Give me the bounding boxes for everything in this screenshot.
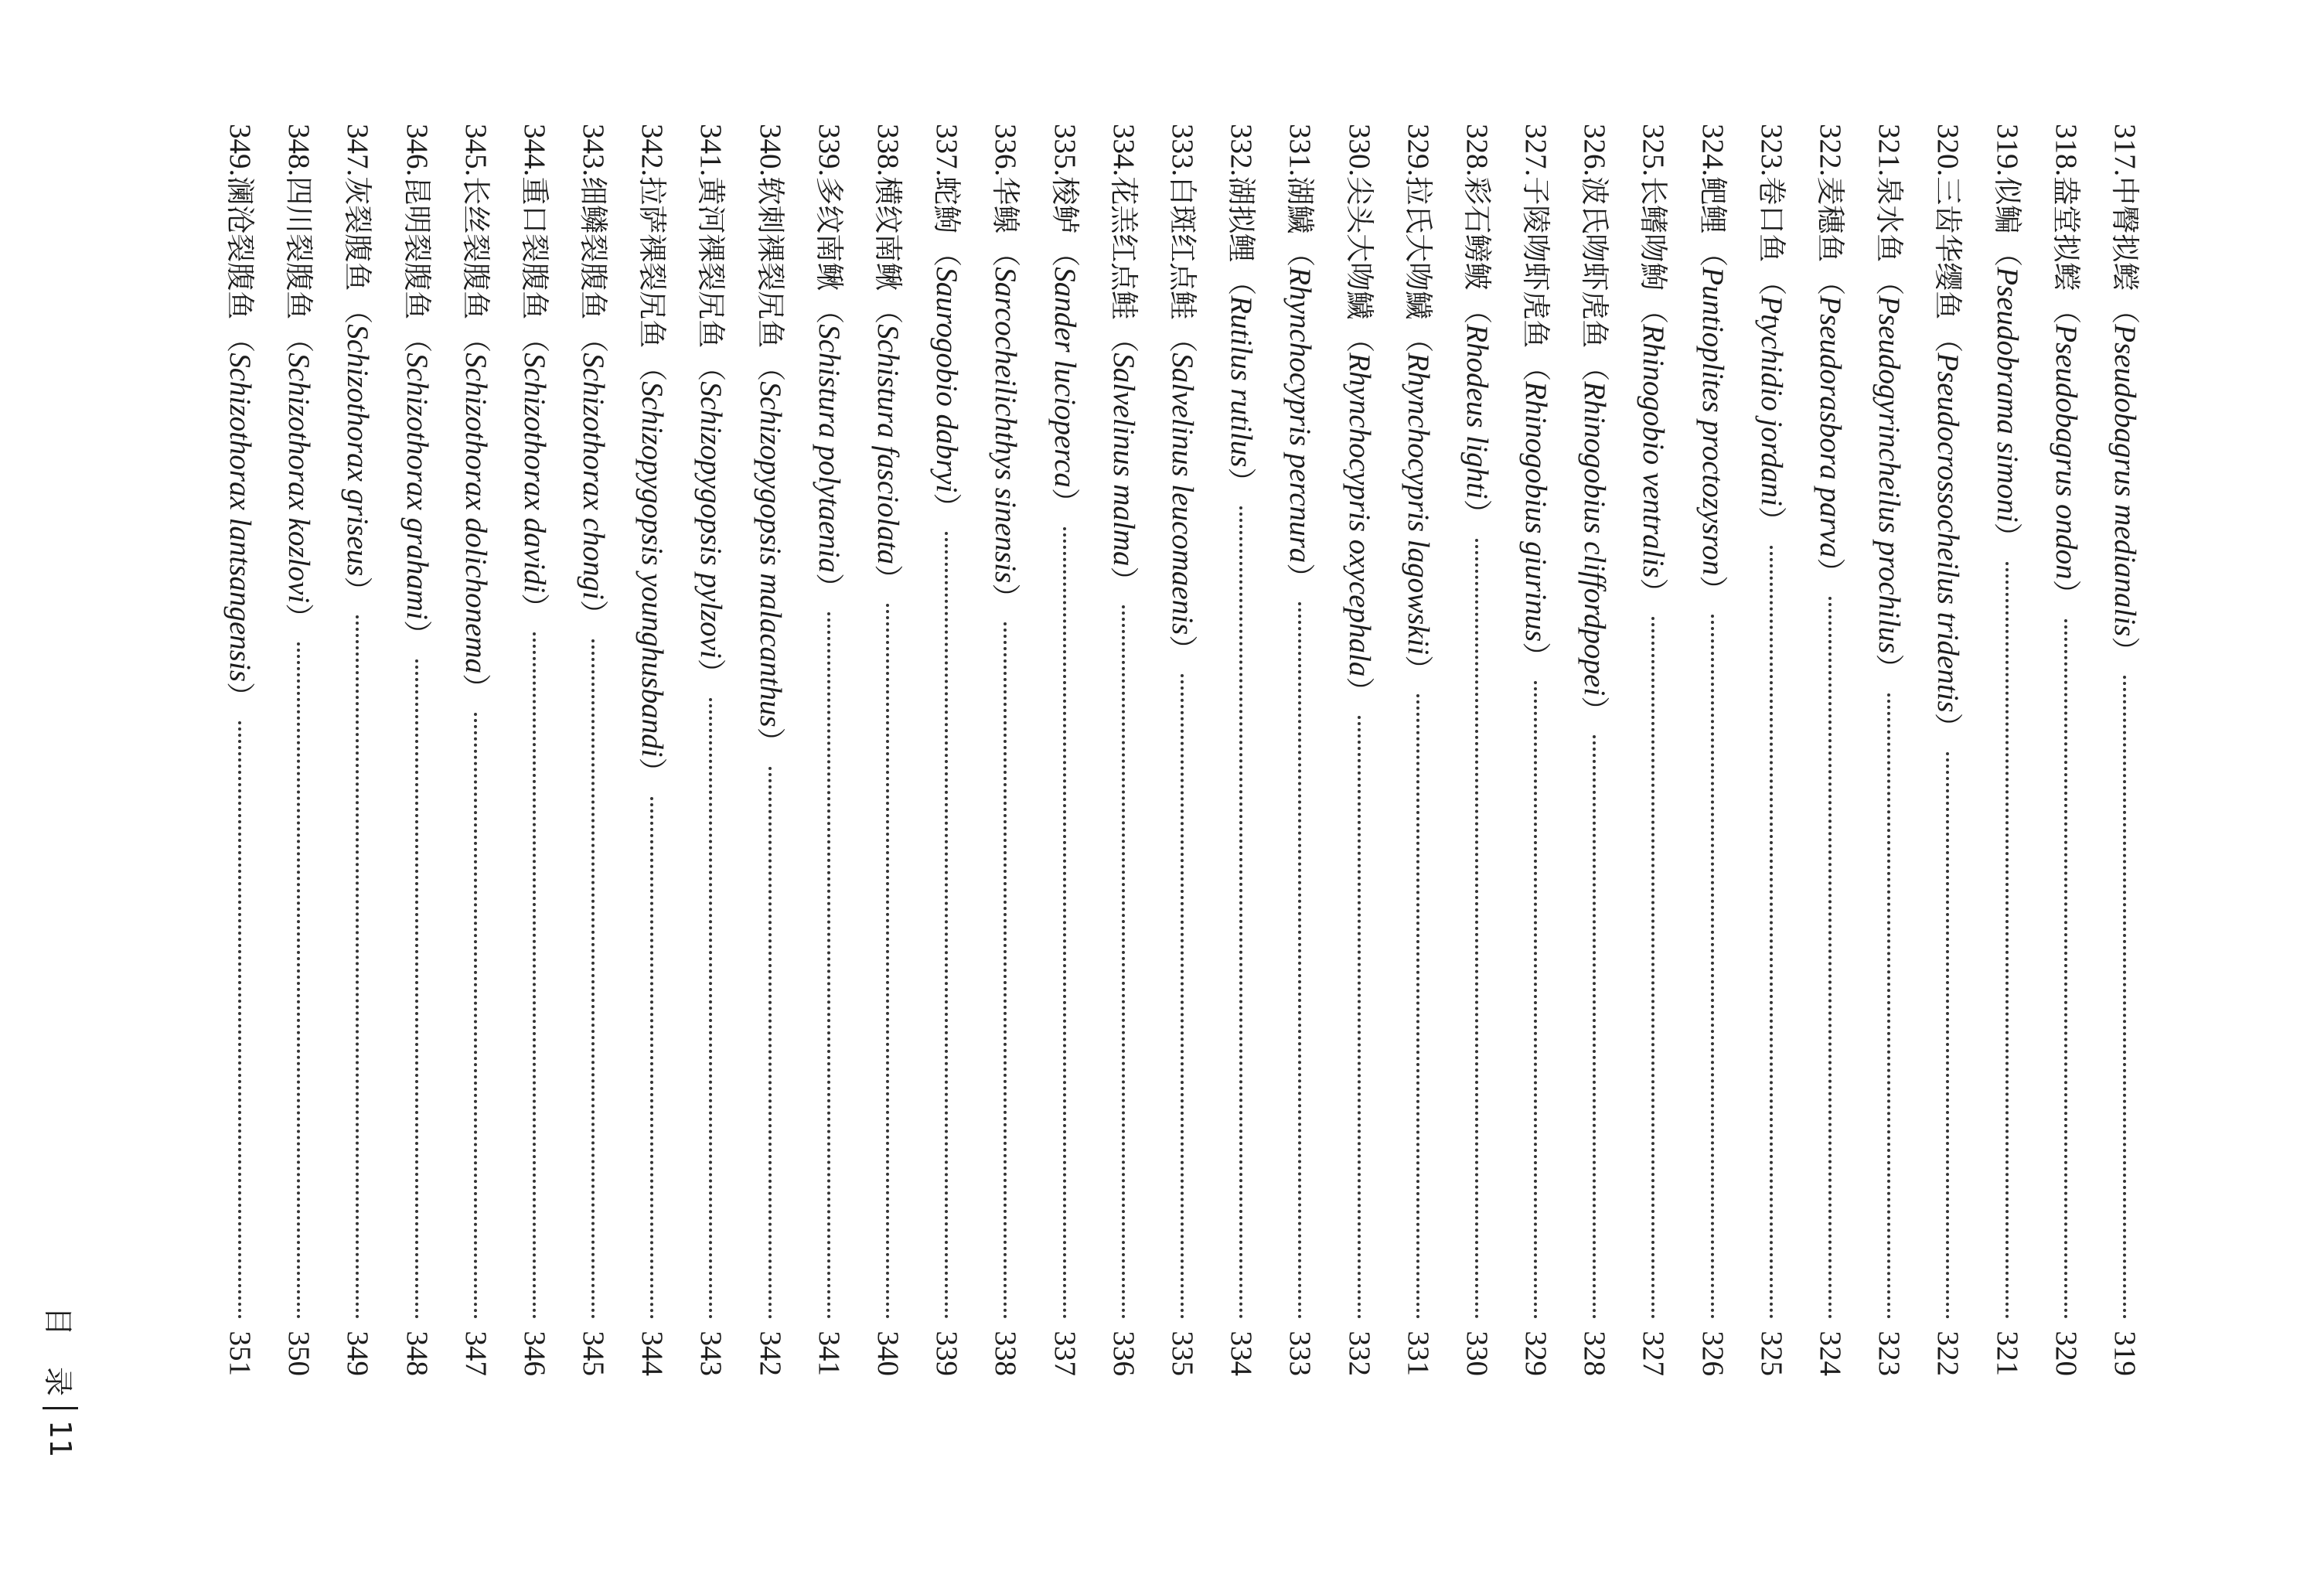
toc-entry-page: 339 <box>930 1330 964 1376</box>
toc-entry-number: 326. <box>1578 124 1612 177</box>
toc-entry-chinese-name: 彩石鳑鲏 <box>1460 176 1494 291</box>
toc-entry[interactable] <box>799 124 858 1376</box>
toc-entry-number: 334. <box>1106 124 1140 177</box>
dot-leader <box>1946 752 1949 1319</box>
open-paren: （ <box>1283 238 1317 267</box>
close-paren: ） <box>1695 575 1729 605</box>
toc-entry-chinese-name: 泉水鱼 <box>1872 176 1907 263</box>
toc-entry-chinese-name: 盎堂拟鲿 <box>2049 176 2083 291</box>
toc-entry-page: 334 <box>1225 1330 1259 1376</box>
close-paren: ） <box>1872 653 1907 683</box>
toc-entry-page: 330 <box>1460 1330 1494 1376</box>
dot-leader <box>415 659 418 1319</box>
close-paren: ） <box>2108 636 2142 666</box>
toc-entry-number: 319. <box>1990 124 2024 177</box>
dot-leader <box>2005 562 2009 1319</box>
open-paren: （ <box>812 295 846 325</box>
open-paren: （ <box>1814 267 1848 296</box>
toc-entry-latin-name: Pseudocrossocheilus tridentis <box>1931 353 1965 713</box>
toc-entry-number: 324. <box>1695 124 1729 177</box>
toc-entry-page: 319 <box>2108 1330 2142 1376</box>
toc-entry-page: 345 <box>577 1330 611 1376</box>
close-paren: ） <box>1225 467 1259 496</box>
open-paren: （ <box>1048 238 1082 267</box>
close-paren: ） <box>1578 696 1612 725</box>
toc-entry[interactable] <box>1447 124 1506 1376</box>
toc-entry[interactable] <box>328 124 387 1376</box>
toc-entry-number: 322. <box>1814 124 1848 177</box>
dot-leader <box>1004 622 1007 1319</box>
open-paren: （ <box>1578 353 1612 382</box>
toc-entry-latin-name: Ptychidio jordani <box>1754 295 1788 506</box>
toc-entry-number: 346. <box>400 124 434 177</box>
toc-entry-latin-name: Pseudobrama simoni <box>1990 267 2024 523</box>
toc-entry-latin-name: Schizothorax kozlovi <box>282 353 316 604</box>
dot-leader <box>474 713 477 1319</box>
toc-entry-latin-name: Schizopygopsis malacanthus <box>753 381 787 727</box>
toc-entry[interactable] <box>210 124 269 1376</box>
toc-entry-chinese-name: 似鳊 <box>1990 176 2024 234</box>
toc-entry-latin-name: Rhinogobius giurinus <box>1519 381 1553 642</box>
dot-leader <box>1122 605 1125 1319</box>
dot-leader <box>1358 716 1361 1319</box>
open-paren: （ <box>1166 324 1199 353</box>
toc-entry-number: 344. <box>517 124 551 177</box>
toc-entry-number: 349. <box>223 124 257 177</box>
toc-entry-latin-name: Rhodeus lighti <box>1460 324 1494 499</box>
toc-entry-page: 348 <box>400 1330 434 1376</box>
dot-leader <box>1475 539 1478 1319</box>
toc-entry-latin-name: Salvelinus malma <box>1106 353 1140 567</box>
toc-entry-number: 347. <box>341 124 375 177</box>
toc-entry-chinese-name: 澜沧裂腹鱼 <box>223 176 257 320</box>
open-paren: （ <box>2108 295 2142 325</box>
close-paren: ） <box>517 593 551 622</box>
dot-leader <box>2064 619 2067 1319</box>
toc-entry-chinese-name: 软刺裸裂尻鱼 <box>753 176 787 349</box>
footer-divider <box>43 1407 79 1409</box>
toc-entry[interactable] <box>681 124 740 1376</box>
toc-entry-chinese-name: 蛇鮈 <box>930 176 964 234</box>
toc-entry-latin-name: Rhinogobius cliffordpopei <box>1578 381 1612 697</box>
open-paren: （ <box>1342 324 1376 353</box>
toc-entry[interactable] <box>1742 124 1801 1376</box>
toc-entry[interactable] <box>1506 124 1565 1376</box>
toc-entry-chinese-name: 黄河裸裂尻鱼 <box>694 176 728 349</box>
toc-entry-page: 340 <box>871 1330 905 1376</box>
toc-entry-latin-name: Schistura fasciolata <box>871 324 905 565</box>
open-paren: （ <box>1931 324 1965 353</box>
close-paren: ） <box>1519 642 1553 671</box>
footer-label-lu: 录 <box>41 1367 75 1397</box>
toc-entry-latin-name: Schizopygopsis pylzovi <box>694 381 728 659</box>
toc-entry-number: 327. <box>1519 124 1553 177</box>
toc-entry-number: 338. <box>871 124 905 177</box>
toc-entry-chinese-name: 中臀拟鲿 <box>2108 176 2142 291</box>
toc-entry[interactable] <box>858 124 917 1376</box>
toc-entry-chinese-name: 湖拟鲤 <box>1225 176 1259 263</box>
toc-entry-chinese-name: 湖鱥 <box>1283 176 1317 234</box>
toc-entry-chinese-name: 长丝裂腹鱼 <box>458 176 492 320</box>
close-paren: ） <box>2049 579 2083 608</box>
toc-entry-number: 340. <box>753 124 787 177</box>
toc-entry[interactable] <box>1153 124 1211 1376</box>
toc-entry-number: 329. <box>1401 124 1435 177</box>
close-paren: ） <box>871 564 905 594</box>
toc-entry-chinese-name: 鲃鲤 <box>1695 176 1729 234</box>
open-paren: （ <box>577 324 611 353</box>
toc-entry-chinese-name: 花羔红点鲑 <box>1106 176 1140 320</box>
toc-entry[interactable] <box>1389 124 1447 1376</box>
toc-entry-page: 321 <box>1990 1330 2024 1376</box>
dot-leader <box>650 797 653 1319</box>
close-paren: ） <box>694 658 728 687</box>
toc-entry[interactable] <box>564 124 622 1376</box>
open-paren: （ <box>1754 267 1788 296</box>
toc-entry-number: 336. <box>989 124 1023 177</box>
open-paren: （ <box>1990 238 2024 267</box>
toc-entry-chinese-name: 细鳞裂腹鱼 <box>577 176 611 320</box>
toc-entry-page: 342 <box>753 1330 787 1376</box>
toc-entry-latin-name: Pseudorasbora parva <box>1814 295 1848 558</box>
toc-entry[interactable] <box>1683 124 1742 1376</box>
open-paren: （ <box>1519 353 1553 382</box>
toc-entry-latin-name: Rutilus rutilus <box>1225 295 1259 468</box>
toc-entry-chinese-name: 灰裂腹鱼 <box>341 176 375 291</box>
toc-entry-chinese-name: 拉萨裸裂尻鱼 <box>636 176 670 349</box>
toc-entry-page: 349 <box>341 1330 375 1376</box>
toc-entry-chinese-name: 波氏吻虾虎鱼 <box>1578 176 1612 349</box>
toc-entry[interactable] <box>1211 124 1270 1376</box>
toc-entry-number: 328. <box>1460 124 1494 177</box>
toc-entry-page: 333 <box>1283 1330 1317 1376</box>
dot-leader <box>768 767 772 1319</box>
toc-entry[interactable] <box>741 124 799 1376</box>
toc-entry-latin-name: Schizopygopsis younghusbandi <box>636 381 670 758</box>
toc-entry-number: 317. <box>2108 124 2142 177</box>
dot-leader <box>1063 527 1066 1319</box>
toc-entry[interactable] <box>1329 124 1388 1376</box>
open-paren: （ <box>282 324 316 353</box>
toc-entry-chinese-name: 拉氏大吻鱥 <box>1401 176 1435 320</box>
close-paren: ） <box>458 673 492 703</box>
dot-leader <box>1770 546 1773 1319</box>
toc-entry-page: 326 <box>1695 1330 1729 1376</box>
toc-entry-latin-name: Sarcocheilichthys sinensis <box>989 267 1023 584</box>
toc-entry-chinese-name: 多纹南鳅 <box>812 176 846 291</box>
close-paren: ） <box>1814 557 1848 587</box>
dot-leader <box>1181 674 1184 1319</box>
open-paren: （ <box>2049 295 2083 325</box>
toc-entry-page: 328 <box>1578 1330 1612 1376</box>
toc-entry[interactable] <box>1565 124 1624 1376</box>
toc-entry-page: 331 <box>1401 1330 1435 1376</box>
toc-entry-number: 318. <box>2049 124 2083 177</box>
toc-entry-page: 323 <box>1872 1330 1907 1376</box>
toc-entry-chinese-name: 卷口鱼 <box>1754 176 1788 263</box>
close-paren: ） <box>1460 499 1494 528</box>
open-paren: （ <box>1106 324 1140 353</box>
toc-entry-latin-name: Schizothorax dolichonema <box>458 353 492 674</box>
dot-leader <box>238 721 241 1319</box>
toc-entry-latin-name: Pseudogyrincheilus prochilus <box>1872 295 1907 654</box>
toc-entry-latin-name: Salvelinus leucomaenis <box>1166 353 1199 635</box>
toc-entry[interactable] <box>1094 124 1153 1376</box>
toc-entry-number: 348. <box>282 124 316 177</box>
toc-entry-page: 327 <box>1637 1330 1671 1376</box>
toc-entry[interactable] <box>269 124 328 1376</box>
toc-entry-number: 323. <box>1754 124 1788 177</box>
toc-entry-latin-name: Rhinogobio ventralis <box>1637 324 1671 578</box>
toc-entry-latin-name: Pseudobagrus medianalis <box>2108 324 2142 637</box>
close-paren: ） <box>341 576 375 605</box>
toc-entry[interactable] <box>1034 124 1093 1376</box>
toc-entry-latin-name: Schizothorax griseus <box>341 324 375 577</box>
toc-entry[interactable] <box>1977 124 2036 1376</box>
toc-entry-latin-name: Rhynchocypris lagowskii <box>1401 353 1435 656</box>
toc-entry-chinese-name: 长鳍吻鮈 <box>1637 176 1671 291</box>
close-paren: ） <box>1106 566 1140 595</box>
close-paren: ） <box>400 619 434 649</box>
close-paren: ） <box>930 492 964 522</box>
toc-entry-page: 344 <box>636 1330 670 1376</box>
dot-leader <box>1887 693 1890 1320</box>
dot-leader <box>945 532 948 1319</box>
toc-entry-page: 338 <box>989 1330 1023 1376</box>
footer-page-number: 11 <box>43 1420 78 1458</box>
dot-leader <box>886 604 889 1319</box>
open-paren: （ <box>1401 324 1435 353</box>
open-paren: （ <box>694 353 728 382</box>
toc-entry-page: 337 <box>1048 1330 1082 1376</box>
toc-entry-latin-name: Schistura polytaenia <box>812 324 846 573</box>
toc-entry[interactable] <box>917 124 976 1376</box>
dot-leader <box>356 615 359 1319</box>
open-paren: （ <box>223 324 257 353</box>
open-paren: （ <box>458 324 492 353</box>
close-paren: ） <box>1283 563 1317 592</box>
toc-entry-chinese-name: 华鳈 <box>989 176 1023 234</box>
close-paren: ） <box>282 603 316 632</box>
page-footer <box>39 1307 82 1457</box>
toc-entry[interactable] <box>1859 124 1918 1376</box>
toc-entry-page: 336 <box>1106 1330 1140 1376</box>
dot-leader <box>1239 506 1242 1319</box>
toc-entry-latin-name: Saurogobio dabryi <box>930 267 964 493</box>
toc-entry-page: 324 <box>1814 1330 1848 1376</box>
close-paren: ） <box>1048 487 1082 516</box>
dot-leader <box>533 632 536 1319</box>
close-paren: ） <box>1401 655 1435 684</box>
dot-leader <box>710 698 713 1319</box>
toc-entry-latin-name: Schizothorax davidi <box>517 353 551 594</box>
toc-entry-number: 342. <box>636 124 670 177</box>
toc-entry-latin-name: Schizothorax grahami <box>400 353 434 620</box>
close-paren: ） <box>1754 506 1788 535</box>
toc-entry[interactable] <box>2095 124 2154 1376</box>
toc-entry-number: 321. <box>1872 124 1907 177</box>
toc-entry-number: 325. <box>1637 124 1671 177</box>
close-paren: ） <box>223 682 257 710</box>
toc-entry-number: 335. <box>1048 124 1082 177</box>
toc-entry[interactable] <box>2036 124 2095 1376</box>
close-paren: ） <box>812 572 846 601</box>
open-paren: （ <box>400 324 434 353</box>
dot-leader <box>297 642 300 1319</box>
toc-entry[interactable] <box>505 124 564 1376</box>
toc-entry-number: 331. <box>1283 124 1317 177</box>
toc-entry-chinese-name: 三齿华缨鱼 <box>1931 176 1965 320</box>
toc-entry-number: 345. <box>458 124 492 177</box>
open-paren: （ <box>1872 267 1907 296</box>
toc-entry[interactable] <box>1801 124 1859 1376</box>
toc-entry-number: 337. <box>930 124 964 177</box>
toc-entry-page: 329 <box>1519 1330 1553 1376</box>
toc-entry-page: 347 <box>458 1330 492 1376</box>
open-paren: （ <box>989 238 1023 267</box>
toc-entry-chinese-name: 子陵吻虾虎鱼 <box>1519 176 1553 349</box>
open-paren: （ <box>341 295 375 325</box>
open-paren: （ <box>1460 295 1494 325</box>
toc-entry-chinese-name: 昆明裂腹鱼 <box>400 176 434 320</box>
toc-entry-latin-name: Rhynchocypris oxycephala <box>1342 353 1376 677</box>
open-paren: （ <box>1695 238 1729 267</box>
toc-entry-number: 332. <box>1225 124 1259 177</box>
toc-entry-page: 351 <box>223 1330 257 1376</box>
toc-entry-page: 343 <box>694 1330 728 1376</box>
open-paren: （ <box>517 324 551 353</box>
close-paren: ） <box>989 583 1023 612</box>
close-paren: ） <box>1637 577 1671 607</box>
dot-leader <box>591 639 595 1319</box>
open-paren: （ <box>1225 267 1259 296</box>
open-paren: （ <box>636 353 670 382</box>
toc-entry-chinese-name: 尖头大吻鱥 <box>1342 176 1376 320</box>
dot-leader <box>2123 676 2126 1319</box>
footer-label-mu: 目 <box>41 1307 75 1337</box>
toc-entry[interactable] <box>1624 124 1682 1376</box>
toc-entry[interactable] <box>1918 124 1977 1376</box>
toc-entry[interactable] <box>446 124 505 1376</box>
toc-entry-number: 343. <box>577 124 611 177</box>
toc-entry[interactable] <box>976 124 1034 1376</box>
toc-entry-page: 332 <box>1342 1330 1376 1376</box>
toc-entry-chinese-name: 麦穗鱼 <box>1814 176 1848 263</box>
toc-entry-page: 335 <box>1166 1330 1199 1376</box>
toc-entry-number: 341. <box>694 124 728 177</box>
toc-entry-latin-name: Rhynchocypris percnura <box>1283 267 1317 564</box>
toc-entry-latin-name: Schizothorax chongi <box>577 353 611 600</box>
toc-entry-number: 333. <box>1166 124 1199 177</box>
toc-entry-latin-name: Pseudobagrus ondon <box>2049 324 2083 580</box>
toc-entry-page: 346 <box>517 1330 551 1376</box>
toc-entry-page: 341 <box>812 1330 846 1376</box>
toc-entry-page: 320 <box>2049 1330 2083 1376</box>
toc-entry-number: 330. <box>1342 124 1376 177</box>
dot-leader <box>1298 602 1301 1319</box>
toc-entry[interactable] <box>1270 124 1329 1376</box>
toc-entry-page: 350 <box>282 1330 316 1376</box>
open-paren: （ <box>930 238 964 267</box>
open-paren: （ <box>871 295 905 325</box>
close-paren: ） <box>577 599 611 629</box>
close-paren: ） <box>1990 522 2024 551</box>
dot-leader <box>1416 694 1419 1319</box>
table-of-contents <box>210 124 2154 1376</box>
toc-entry-page: 322 <box>1931 1330 1965 1376</box>
close-paren: ） <box>1931 712 1965 741</box>
toc-entry-page: 325 <box>1754 1330 1788 1376</box>
toc-entry-chinese-name: 四川裂腹鱼 <box>282 176 316 320</box>
toc-entry-number: 320. <box>1931 124 1965 177</box>
close-paren: ） <box>636 757 670 786</box>
dot-leader <box>1828 597 1832 1319</box>
dot-leader <box>1652 617 1655 1319</box>
toc-entry-chinese-name: 横纹南鳅 <box>871 176 905 291</box>
close-paren: ） <box>1342 676 1376 706</box>
dot-leader <box>1534 681 1537 1319</box>
dot-leader <box>1593 735 1596 1319</box>
toc-entry[interactable] <box>387 124 445 1376</box>
toc-entry-chinese-name: 重口裂腹鱼 <box>517 176 551 320</box>
close-paren: ） <box>753 727 787 756</box>
toc-entry-latin-name: Sander lucioperca <box>1048 267 1082 488</box>
toc-entry-latin-name: Schizothorax lantsangensis <box>223 353 257 682</box>
toc-entry-chinese-name: 梭鲈 <box>1048 176 1082 234</box>
dot-leader <box>827 612 830 1319</box>
open-paren: （ <box>753 353 787 382</box>
toc-entry-chinese-name: 白斑红点鲑 <box>1166 176 1199 320</box>
toc-entry-latin-name: Puntioplites proctozysron <box>1695 267 1729 576</box>
toc-entry-number: 339. <box>812 124 846 177</box>
open-paren: （ <box>1637 295 1671 325</box>
dot-leader <box>1711 615 1714 1319</box>
toc-entry[interactable] <box>622 124 681 1376</box>
close-paren: ） <box>1166 635 1199 664</box>
